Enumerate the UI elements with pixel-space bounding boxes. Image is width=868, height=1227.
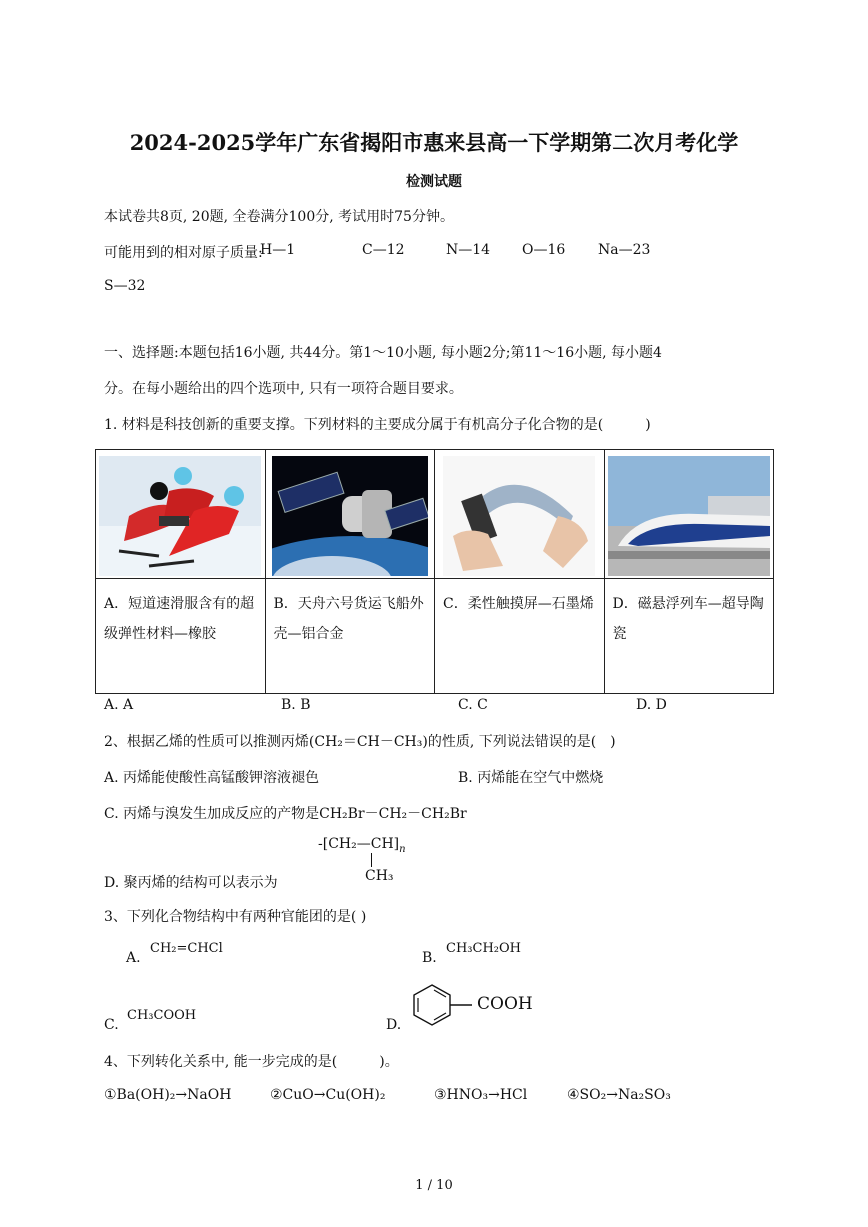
- paper-title: 2024-2025学年广东省揭阳市惠来县高一下学期第二次月考化学: [129, 130, 739, 155]
- q3-option-b-formula: CH₃CH₂OH: [446, 941, 521, 956]
- q1-cell-d-text: D．磁悬浮列车—超导陶瓷: [604, 579, 774, 694]
- speed-skaters-image: [99, 456, 261, 576]
- q1-image-cell-c: [435, 450, 605, 579]
- q1-option-c[interactable]: C. C: [458, 697, 488, 713]
- q1-option-a[interactable]: A. A: [104, 697, 134, 713]
- mass-label: 可能用到的相对原子质量:: [104, 245, 263, 261]
- q3-option-c-formula: CH₃COOH: [127, 1008, 197, 1023]
- q3-option-d-label[interactable]: D.: [386, 1017, 402, 1033]
- q3-option-d-formula: COOH: [477, 994, 533, 1014]
- mass-h: H—1: [260, 242, 296, 258]
- polymer-bracket-left: -[: [318, 836, 329, 852]
- q3-option-b-label[interactable]: B.: [422, 950, 437, 966]
- section-heading-line2: 分。在每小题给出的四个选项中, 只有一项符合题目要求。: [104, 381, 463, 397]
- q1-option-b[interactable]: B. B: [281, 697, 311, 713]
- q1-stem: 1. 材料是科技创新的重要支撑。下列材料的主要成分属于有机高分子化合物的是( ): [104, 417, 651, 433]
- polymer-structure: [318, 836, 406, 855]
- page-number: 1 / 10: [415, 1178, 453, 1193]
- polymer-repeat-unit: CH₂—CH: [328, 836, 394, 852]
- atomic-mass-line: [104, 242, 804, 262]
- q2-stem: 2、根据乙烯的性质可以推测丙烯(CH₂＝CH－CH₃)的性质, 下列说法错误的是( ): [104, 734, 616, 750]
- mass-c: C—12: [362, 242, 405, 258]
- polymer-branch-methyl: CH₃: [365, 868, 394, 884]
- q2-option-a[interactable]: A. 丙烯能使酸性高锰酸钾溶液褪色: [104, 770, 320, 786]
- polymer-branch-bond: [371, 853, 372, 867]
- q1-cell-a-text: A．短道速滑服含有的超级弹性材料—橡胶: [96, 579, 266, 694]
- flexible-screen-image: [443, 456, 595, 576]
- q4-option-1[interactable]: ①Ba(OH)₂→NaOH: [104, 1087, 232, 1103]
- section-heading-line1: 一、选择题:本题包括16小题, 共44分。第1～10小题, 每小题2分;第11～16小题, 每小题4: [104, 345, 662, 361]
- q1-image-cell-b: [265, 450, 435, 579]
- q2-option-b[interactable]: B. 丙烯能在空气中燃烧: [458, 770, 604, 786]
- q3-option-a-formula: CH₂=CHCl: [150, 941, 223, 956]
- q4-options: [104, 1087, 804, 1107]
- q4-stem: 4、下列转化关系中, 能一步完成的是( )。: [104, 1054, 399, 1070]
- q4-option-3[interactable]: ③HNO₃→HCl: [434, 1087, 528, 1103]
- q1-image-cell-a: [96, 450, 266, 579]
- q3-option-c-label[interactable]: C.: [104, 1017, 119, 1033]
- intro-line: 本试卷共8页, 20题, 全卷满分100分, 考试用时75分钟。: [104, 209, 454, 225]
- q1-option-d[interactable]: D. D: [636, 697, 667, 713]
- q2-option-c[interactable]: C. 丙烯与溴发生加成反应的产物是CH₂Br－CH₂－CH₂Br: [104, 806, 467, 822]
- q3-option-a-label[interactable]: A.: [126, 950, 141, 966]
- mass-s: S—32: [104, 278, 146, 294]
- q1-image-cell-d: [604, 450, 774, 579]
- q1-cell-b-text: B．天舟六号货运飞船外壳—铝合金: [265, 579, 435, 694]
- polymer-subscript: n: [399, 843, 406, 855]
- q3-stem: 3、下列化合物结构中有两种官能团的是( ): [104, 909, 367, 925]
- q2-option-d[interactable]: D. 聚丙烯的结构可以表示为: [104, 875, 278, 891]
- q1-cell-c-text: C．柔性触摸屏—石墨烯: [435, 579, 605, 694]
- spacecraft-image: [272, 456, 428, 576]
- benzene-ring-icon: [410, 982, 474, 1028]
- maglev-train-image: [608, 456, 770, 576]
- mass-n: N—14: [446, 242, 491, 258]
- q4-option-2[interactable]: ②CuO→Cu(OH)₂: [270, 1087, 386, 1103]
- paper-subtitle: 检测试题: [406, 174, 462, 190]
- polymer-bracket-right: ]: [393, 836, 400, 852]
- q1-options: [104, 697, 804, 717]
- q4-option-4[interactable]: ④SO₂→Na₂SO₃: [567, 1087, 671, 1103]
- mass-o: O—16: [522, 242, 566, 258]
- mass-na: Na—23: [598, 242, 651, 258]
- q1-option-table: [95, 449, 774, 694]
